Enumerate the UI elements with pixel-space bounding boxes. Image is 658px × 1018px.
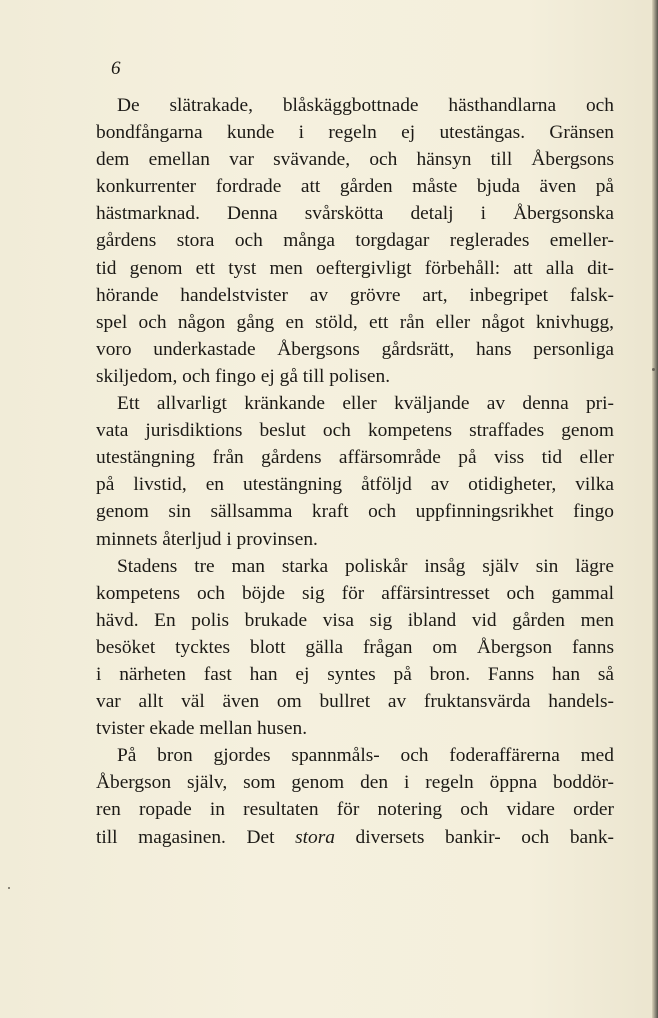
text-line-segment: diversets bankir- och bank- xyxy=(355,826,614,848)
text-line: De slätrakade, blåskäggbottnade hästhandlarna och xyxy=(117,95,614,116)
text-line: hävd. En polis brukade visa sig ibland vid gården men xyxy=(96,609,614,631)
text-line: konkurrenter fordrade att gården måste bjuda även på xyxy=(96,176,614,198)
text-line: gårdens stora och många torgdagar reglerades emeller- xyxy=(96,230,614,252)
paper-speck xyxy=(652,368,655,371)
text-line: dem emellan var svävande, och hänsyn till Åbergsons xyxy=(96,149,614,171)
page-number: 6 xyxy=(111,58,121,79)
text-line: besöket tycktes blott gälla frågan om Åbergson fanns xyxy=(96,636,614,658)
text-line: hörande handelstvister av grövre art, inbegripet falsk- xyxy=(96,284,614,306)
text-line: På bron gjordes spannmåls- och foderaffärerna med xyxy=(117,745,614,767)
body-text xyxy=(96,92,614,851)
text-line: tvister ekade mellan husen. xyxy=(96,718,308,740)
text-line-segment: till magasinen. Det xyxy=(96,826,275,848)
text-line: var allt väl även om bullret av fruktansvärda handels- xyxy=(96,691,614,713)
text-line: minnets återljud i provinsen. xyxy=(96,528,318,550)
text-line: spel och någon gång en stöld, ett rån eller något knivhugg, xyxy=(96,311,614,333)
text-line: Ett allvarligt kränkande eller kväljande av denna pri- xyxy=(117,393,614,415)
text-line: i närheten fast han ej syntes på bron. Fanns han så xyxy=(96,663,614,685)
text-line: skiljedom, och fingo ej gå till polisen. xyxy=(96,365,391,387)
text-line: Åbergson själv, som genom den i regeln öppna boddör- xyxy=(96,772,614,794)
emphasized-word: stora xyxy=(295,826,335,848)
text-line: genom sin sällsamma kraft och uppfinningsrikhet fingo xyxy=(96,501,614,523)
text-line: tid genom ett tyst men oeftergivligt förbehåll: att alla dit- xyxy=(96,257,614,279)
text-line: voro underkastade Åbergsons gårdsrätt, hans personliga xyxy=(96,338,614,360)
text-line: Stadens tre man starka poliskår insåg själv sin lägre xyxy=(117,555,614,577)
text-line xyxy=(96,824,614,851)
text-line: vata jurisdiktions beslut och kompetens straffades genom xyxy=(96,420,614,442)
text-line: på livstid, en utestängning åtföljd av otidigheter, vilka xyxy=(96,474,614,496)
text-line: kompetens och böjde sig för affärsintresset och gammal xyxy=(96,582,614,604)
page-edge-shadow xyxy=(652,0,658,1018)
paper-speck xyxy=(8,887,10,889)
text-line: utestängning från gårdens affärsområde på viss tid eller xyxy=(96,447,614,469)
text-line: hästmarknad. Denna svårskötta detalj i Åbergsonska xyxy=(96,203,614,225)
text-line: bondfångarna kunde i regeln ej utestängas. Gränsen xyxy=(96,122,614,144)
text-line: ren ropade in resultaten för notering och vidare order xyxy=(96,799,614,821)
